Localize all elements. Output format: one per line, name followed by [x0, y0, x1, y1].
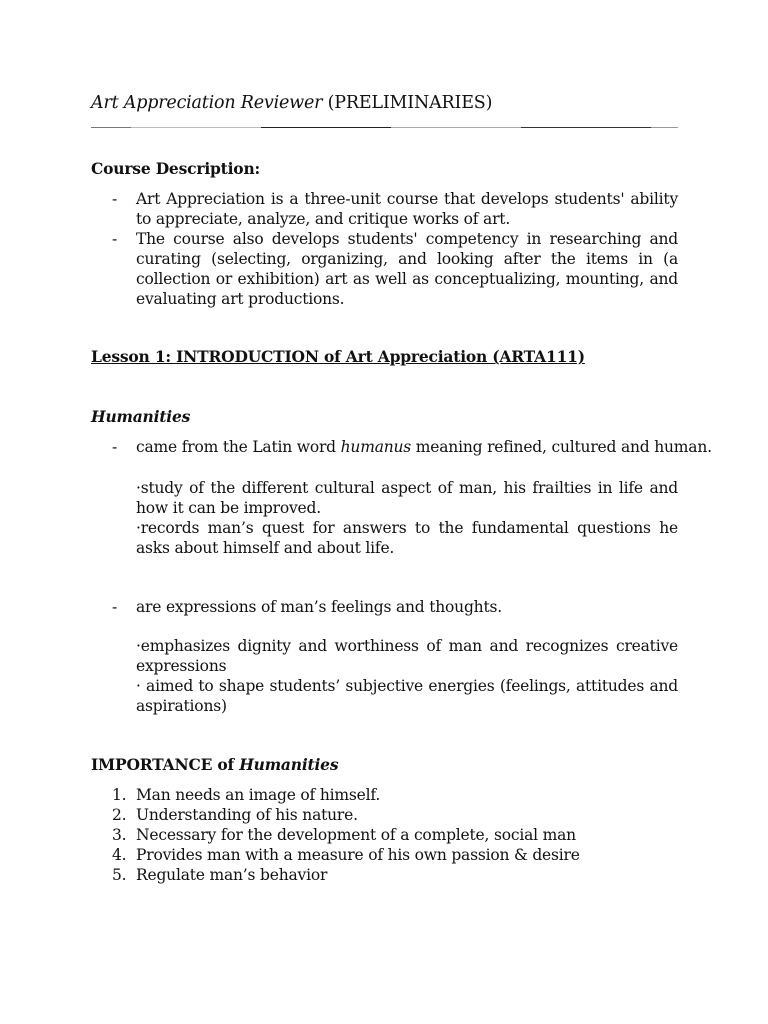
list-item-text: Art Appreciation is a three-unit course that develops students' ability to appreciate, analyze, and critique works of art.: [136, 190, 678, 228]
list-item: [91, 437, 712, 457]
lesson-heading: Lesson 1: INTRODUCTION of Art Appreciation (ARTA111): [91, 347, 585, 366]
list-item: [91, 825, 678, 845]
list-item-text: Regulate man’s behavior: [136, 866, 328, 884]
course-description-list: [91, 189, 678, 309]
list-item: [91, 229, 678, 309]
list-item: [91, 845, 678, 865]
list-item-text: are expressions of man’s feelings and thoughts.: [136, 598, 502, 616]
title-italic: Art Appreciation Reviewer: [91, 93, 323, 113]
list-item-text: Man needs an image of himself.: [136, 786, 381, 804]
course-description-heading: Course Description:: [91, 159, 261, 178]
sub-item: ·emphasizes dignity and worthiness of man and recognizes creative expressions: [136, 637, 678, 675]
list-item-text: Understanding of his nature.: [136, 806, 358, 824]
sub-item: ·study of the different cultural aspect of man, his frailties in life and how it can be improved.: [136, 479, 678, 517]
title-rule: [91, 127, 678, 129]
sub-item: ·records man’s quest for answers to the fundamental questions he asks about himself and about life.: [136, 519, 678, 557]
list-item-text: Necessary for the development of a complete, social man: [136, 826, 576, 844]
list-item: [91, 865, 678, 885]
item-number: 3.: [112, 826, 127, 844]
item-number: 2.: [112, 806, 127, 824]
bullet-dash: -: [112, 190, 118, 208]
importance-heading-plain: IMPORTANCE of: [91, 755, 240, 774]
bullet-dash: -: [112, 230, 118, 248]
importance-heading: [91, 755, 338, 775]
humanities-list-1: [91, 437, 712, 457]
humanities-sublist-1: [136, 478, 678, 558]
sub-item: · aimed to shape students’ subjective energies (feelings, attitudes and aspirations): [136, 677, 678, 715]
latin-word: humanus: [340, 438, 412, 456]
list-item-text-after: meaning refined, cultured and human.: [411, 438, 712, 456]
list-item: [91, 597, 678, 617]
list-item: [91, 189, 678, 229]
humanities-sublist-2: [136, 636, 678, 716]
item-number: 1.: [112, 786, 127, 804]
importance-heading-italic: Humanities: [239, 755, 339, 774]
humanities-list-2: [91, 597, 678, 617]
bullet-dash: -: [112, 438, 118, 456]
document-title: [91, 92, 492, 114]
item-number: 5.: [112, 866, 127, 884]
title-rest: (PRELIMINARIES): [322, 93, 493, 113]
bullet-dash: -: [112, 598, 118, 616]
list-item: [91, 805, 678, 825]
humanities-heading: Humanities: [91, 407, 191, 426]
list-item: [91, 785, 678, 805]
list-item-text-before: came from the Latin word: [136, 438, 341, 456]
item-number: 4.: [112, 846, 127, 864]
importance-list: [91, 785, 678, 885]
list-item-text: Provides man with a measure of his own passion & desire: [136, 846, 580, 864]
list-item-text: The course also develops students' competency in researching and curating (selecting, organizing, and looking after the items in (a collection or exhibition) art as well as conceptualizing, mounting, and evaluating art productions.: [136, 230, 678, 308]
